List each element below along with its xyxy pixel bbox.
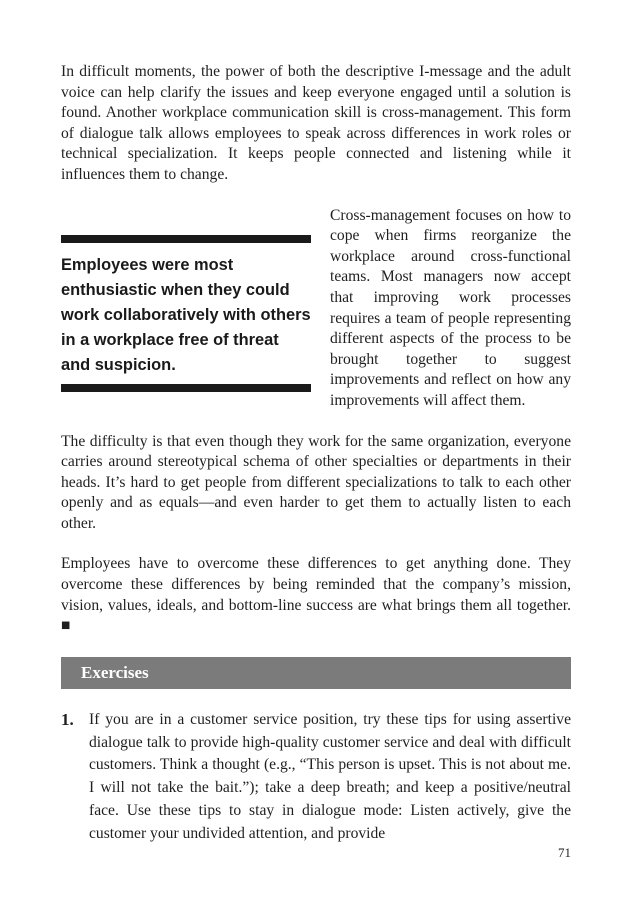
page-content bbox=[61, 62, 571, 846]
paragraph-4: Employees have to overcome these differences to get anything done. They overcome these differences by being reminded that the company’s mission, vision, values, ideals, and bottom-line success are what brings them all together. ■ bbox=[61, 555, 571, 635]
exercises-heading-bar bbox=[61, 657, 571, 689]
pull-quote-top-rule bbox=[61, 235, 311, 243]
exercises-heading: Exercises bbox=[81, 662, 149, 682]
exercise-item bbox=[61, 709, 571, 846]
pull-quote-bottom-rule bbox=[61, 384, 311, 392]
paragraph-1: In difficult moments, the power of both the descriptive I-message and the adult voice can help clarify the issues and keep everyone engaged until a solution is found. Another workplace communication skill is cross-management. This form of dialogue talk allows employees to speak across differences in work roles or technical specialization. It keeps people connected and listening while it influences them to change. bbox=[61, 63, 571, 183]
exercise-number: 1. bbox=[61, 709, 74, 729]
pull-quote-text: Employees were most enthusiastic when they could work collaboratively with others in a workplace free of threat and suspicion. bbox=[61, 255, 311, 374]
paragraph-2: Cross-management focuses on how to cope when firms reorganize the workplace around cross-functional teams. Most managers now accept that improving work processes requires a team of people representing different aspects of the process to be brought together to suggest improvements and reflect on how any improvements will affect them. bbox=[330, 206, 571, 409]
pull-quote bbox=[61, 235, 311, 392]
exercise-text: If you are in a customer service position, try these tips for using assertive dialogue talk to provide high-quality customer service and deal with difficult customers. Think a thought (e.g., “This person is upset. This is not about me. I will not take the bait.”); take a deep breath; and keep a positive/neutral face. Use these tips to stay in dialogue mode: Listen actively, give the customer your undivided attention, and provide bbox=[89, 710, 571, 842]
paragraph-3: The difficulty is that even though they work for the same organization, everyone carries around stereotypical schema of other specialties or departments in their heads. It’s hard to get people from different specializations to talk to each other openly and as equals—and even harder to get them to actually listen to each other. bbox=[61, 432, 571, 532]
page-number: 71 bbox=[558, 845, 571, 860]
